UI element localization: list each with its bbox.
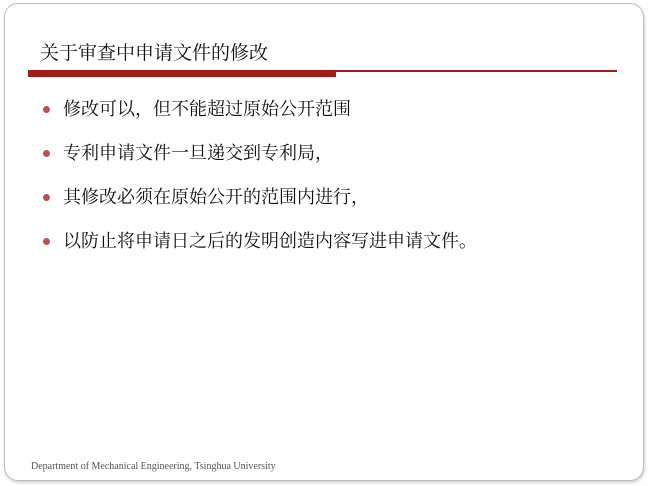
bullet-text: 修改可以，但不能超过原始公开范围: [63, 99, 351, 120]
slide-title: 关于审查中申请文件的修改: [40, 42, 269, 64]
bullet-item: [41, 228, 477, 256]
bullet-dot-icon: [43, 238, 50, 245]
title-underline-thick: [28, 70, 336, 77]
bullet-dot-icon: [43, 194, 50, 201]
bullet-item: [41, 184, 477, 212]
bullet-text: 以防止将申请日之后的发明创造内容写进申请文件。: [63, 231, 477, 252]
bullet-text: 专利申请文件一旦递交到专利局，: [63, 143, 333, 164]
bullet-dot-icon: [43, 106, 50, 113]
bullet-list: [41, 96, 477, 272]
bullet-item: [41, 96, 477, 124]
footer-text: Department of Mechanical Engineering, Tsinghua University: [31, 461, 276, 472]
bullet-text: 其修改必须在原始公开的范围内进行，: [63, 187, 369, 208]
title-underline-thin: [335, 70, 617, 72]
slide: [4, 3, 644, 481]
bullet-dot-icon: [43, 150, 50, 157]
bullet-item: [41, 140, 477, 168]
